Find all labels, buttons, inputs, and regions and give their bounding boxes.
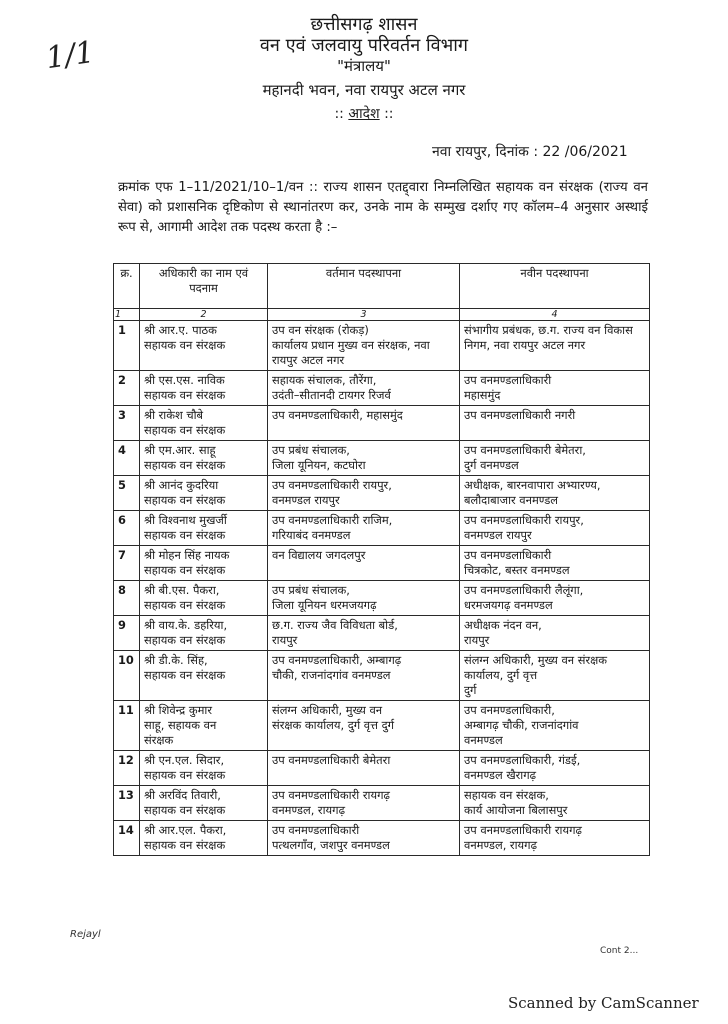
table-row — [114, 651, 650, 701]
table-row — [114, 476, 650, 511]
department-name: वन एवं जलवायु परिवर्तन विभाग — [259, 35, 469, 56]
order-title: आदेश — [348, 106, 380, 122]
order-paragraph: क्रमांक एफ 1–11/2021/10–1/वन :: राज्य शासन एतद्द्वारा निम्नलिखित सहायक वन संरक्षक (राज्य वन सेवा) को प्रशासनिक दृष्टिकोण से स्थानांतरण कर, उनके नाम के सम्मुख दर्शाए गए कॉलम–4 अनुसार अस्थाई रूप से, आगामी आदेश तक पदस्थ करता है :– — [118, 180, 648, 235]
table-row — [114, 406, 650, 441]
new-posting-cell: उप वनमण्डलाधिकारी रायगढ़ वनमण्डल, रायगढ़ — [460, 821, 650, 856]
officer-cell: श्री मोहन सिंह नायक सहायक वन संरक्षक — [140, 546, 268, 581]
serial-cell: 10 — [114, 651, 140, 701]
table-header-row — [114, 264, 650, 309]
date-line: नवा रायपुर, दिनांक : 22 /06/2021 — [432, 144, 628, 160]
new-posting-cell: उप वनमण्डलाधिकारी महासमुंद — [460, 371, 650, 406]
new-posting-cell: उप वनमण्डलाधिकारी लैलूंगा, धरमजयगढ़ वनमण्डल — [460, 581, 650, 616]
officer-cell: श्री अरविंद तिवारी, सहायक वन संरक्षक — [140, 786, 268, 821]
new-posting-cell: उप वनमण्डलाधिकारी, अम्बागढ़ चौकी, राजनांदगांव वनमण्डल — [460, 701, 650, 751]
serial-cell: 13 — [114, 786, 140, 821]
col-number: 4 — [460, 309, 650, 321]
current-posting-cell: उप वनमण्डलाधिकारी, महासमुंद — [268, 406, 460, 441]
serial-cell: 9 — [114, 616, 140, 651]
new-posting-cell: अधीक्षक नंदन वन, रायपुर — [460, 616, 650, 651]
ministry-name: "मंत्रालय" — [337, 57, 391, 75]
current-posting-cell: उप वनमण्डलाधिकारी राजिम, गरियाबंद वनमण्डल — [268, 511, 460, 546]
table-row — [114, 821, 650, 856]
serial-cell: 6 — [114, 511, 140, 546]
serial-cell: 5 — [114, 476, 140, 511]
header-serial: क्र. — [114, 264, 140, 309]
serial-cell: 14 — [114, 821, 140, 856]
margin-mark: 1/1 — [43, 34, 97, 77]
serial-cell: 12 — [114, 751, 140, 786]
officer-cell: श्री बी.एस. पैकरा, सहायक वन संरक्षक — [140, 581, 268, 616]
officer-cell: श्री विश्वनाथ मुखर्जी सहायक वन संरक्षक — [140, 511, 268, 546]
col-number: 1 — [114, 309, 140, 321]
officer-cell: श्री आनंद कुदरिया सहायक वन संरक्षक — [140, 476, 268, 511]
officer-cell: श्री डी.के. सिंह, सहायक वन संरक्षक — [140, 651, 268, 701]
officer-cell: श्री एन.एल. सिदार, सहायक वन संरक्षक — [140, 751, 268, 786]
table-row — [114, 751, 650, 786]
officer-cell: श्री एम.आर. साहू सहायक वन संरक्षक — [140, 441, 268, 476]
officer-cell: श्री एस.एस. नाविक सहायक वन संरक्षक — [140, 371, 268, 406]
initials-signature: Rejayl — [70, 929, 101, 940]
new-posting-cell: उप वनमण्डलाधिकारी, गंडई, वनमण्डल खैरागढ़ — [460, 751, 650, 786]
current-posting-cell: उप प्रबंध संचालक, जिला यूनियन, कटघोरा — [268, 441, 460, 476]
new-posting-cell: उप वनमण्डलाधिकारी रायपुर, वनमण्डल रायपुर — [460, 511, 650, 546]
current-posting-cell: उप प्रबंध संचालक, जिला यूनियन धरमजयगढ़ — [268, 581, 460, 616]
serial-cell: 11 — [114, 701, 140, 751]
current-posting-cell: उप वनमण्डलाधिकारी रायगढ़ वनमण्डल, रायगढ़ — [268, 786, 460, 821]
new-posting-cell: सहायक वन संरक्षक, कार्य आयोजना बिलासपुर — [460, 786, 650, 821]
officer-cell: श्री वाय.के. डहरिया, सहायक वन संरक्षक — [140, 616, 268, 651]
current-posting-cell: वन विद्यालय जगदलपुर — [268, 546, 460, 581]
header-current-posting: वर्तमान पदस्थापना — [268, 264, 460, 309]
current-posting-cell: छ.ग. राज्य जैव विविधता बोर्ड, रायपुर — [268, 616, 460, 651]
serial-cell: 8 — [114, 581, 140, 616]
current-posting-cell: उप वन संरक्षक (रोकड़) कार्यालय प्रधान मुख्य वन संरक्षक, नवा रायपुर अटल नगर — [268, 321, 460, 371]
current-posting-cell: उप वनमण्डलाधिकारी पत्थलगाँव, जशपुर वनमण्डल — [268, 821, 460, 856]
table-row — [114, 321, 650, 371]
new-posting-cell: अधीक्षक, बारनवापारा अभ्यारण्य, बलौदाबाजार वनमण्डल — [460, 476, 650, 511]
officer-cell: श्री आर.ए. पाठक सहायक वन संरक्षक — [140, 321, 268, 371]
header-new-posting: नवीन पदस्थापना — [460, 264, 650, 309]
current-posting-cell: सहायक संचालक, तौरेंगा, उदंती–सीतानदी टायगर रिजर्व — [268, 371, 460, 406]
transfer-table — [113, 263, 650, 856]
government-name: छत्तीसगढ़ शासन — [310, 14, 418, 35]
column-number-row — [114, 309, 650, 321]
current-posting-cell: उप वनमण्डलाधिकारी, अम्बागढ़ चौकी, राजनांदगांव वनमण्डल — [268, 651, 460, 701]
new-posting-cell: संलग्न अधिकारी, मुख्य वन संरक्षक कार्यालय, दुर्ग वृत्त दुर्ग — [460, 651, 650, 701]
officer-cell: श्री आर.एल. पैकरा, सहायक वन संरक्षक — [140, 821, 268, 856]
serial-cell: 4 — [114, 441, 140, 476]
table-row — [114, 786, 650, 821]
table-row — [114, 701, 650, 751]
col-number: 2 — [140, 309, 268, 321]
table-row — [114, 546, 650, 581]
order-prefix: :: — [334, 106, 349, 122]
table-row — [114, 441, 650, 476]
scanner-watermark: Scanned by CamScanner — [508, 994, 699, 1012]
serial-cell: 1 — [114, 321, 140, 371]
table-row — [114, 511, 650, 546]
new-posting-cell: उप वनमण्डलाधिकारी बेमेतरा, दुर्ग वनमण्डल — [460, 441, 650, 476]
table-row — [114, 371, 650, 406]
continued-note: Cont 2... — [600, 946, 639, 956]
new-posting-cell: संभागीय प्रबंधक, छ.ग. राज्य वन विकास निगम, नवा रायपुर अटल नगर — [460, 321, 650, 371]
letterhead — [0, 14, 728, 125]
table-row — [114, 616, 650, 651]
serial-cell: 2 — [114, 371, 140, 406]
officer-cell: श्री शिवेन्द्र कुमार साहू, सहायक वन संरक्षक — [140, 701, 268, 751]
table-row — [114, 581, 650, 616]
current-posting-cell: उप वनमण्डलाधिकारी रायपुर, वनमण्डल रायपुर — [268, 476, 460, 511]
current-posting-cell: संलग्न अधिकारी, मुख्य वन संरक्षक कार्यालय, दुर्ग वृत्त दुर्ग — [268, 701, 460, 751]
col-number: 3 — [268, 309, 460, 321]
current-posting-cell: उप वनमण्डलाधिकारी बेमेतरा — [268, 751, 460, 786]
office-address: महानदी भवन, नवा रायपुर अटल नगर — [262, 81, 466, 99]
serial-cell: 7 — [114, 546, 140, 581]
officer-cell: श्री राकेश चौबे सहायक वन संरक्षक — [140, 406, 268, 441]
serial-cell: 3 — [114, 406, 140, 441]
order-heading — [0, 104, 728, 125]
new-posting-cell: उप वनमण्डलाधिकारी चित्रकोट, बस्तर वनमण्डल — [460, 546, 650, 581]
new-posting-cell: उप वनमण्डलाधिकारी नगरी — [460, 406, 650, 441]
order-suffix: :: — [379, 106, 394, 122]
table-body — [114, 321, 650, 856]
header-officer: अधिकारी का नाम एवं पदनाम — [140, 264, 268, 309]
